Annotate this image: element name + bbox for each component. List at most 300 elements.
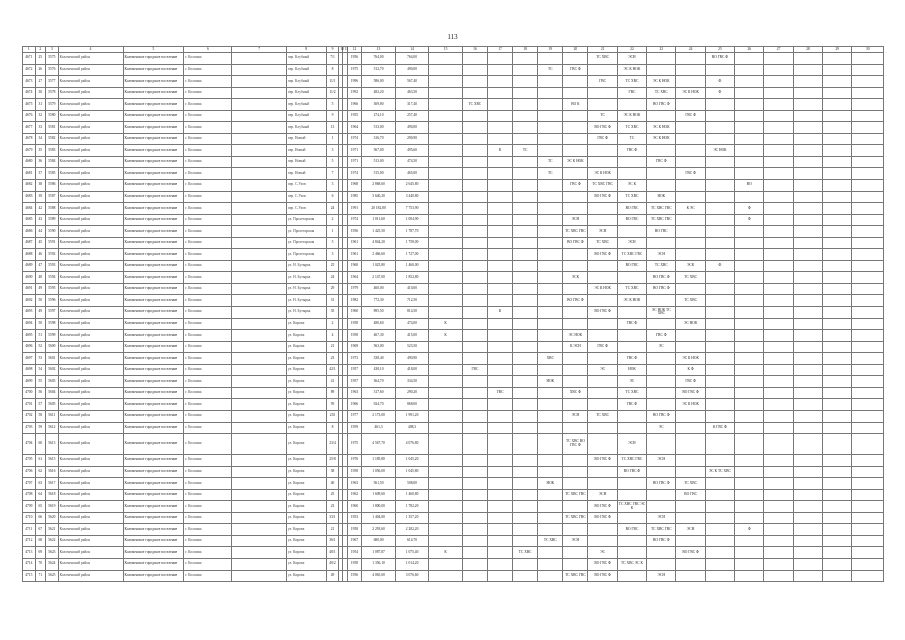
cell-work-type	[513, 295, 538, 307]
cell-work-type	[735, 168, 764, 180]
cell-build-year: 1971	[347, 145, 362, 157]
cell-work-type	[617, 410, 646, 422]
cell-build-year: 1956	[347, 53, 362, 65]
cell-row-number: 4691	[23, 283, 36, 295]
cell-work-type	[793, 203, 822, 215]
cell-work-type: ГВС	[462, 364, 487, 376]
table-row	[23, 455, 884, 467]
cell-town: г. Коломна	[184, 466, 232, 478]
cell-row-local-number: 70	[35, 558, 45, 570]
cell-empty	[232, 318, 286, 330]
cell-build-year: 1959	[347, 422, 362, 434]
cell-work-type	[705, 364, 734, 376]
cell-work-type	[563, 364, 588, 376]
cell-town: г. Коломна	[184, 191, 232, 203]
cell-work-type	[852, 455, 884, 467]
cell-work-type	[617, 478, 646, 490]
cell-work-type	[429, 399, 463, 411]
cell-work-type: ХВС Ф	[563, 387, 588, 399]
cell-work-type	[588, 330, 617, 342]
table-row	[23, 226, 884, 238]
cell-work-type	[705, 156, 734, 168]
cell-work-type	[823, 214, 852, 226]
cell-work-type	[852, 364, 884, 376]
cell-work-type	[487, 133, 512, 145]
cell-total-area: 438,10	[362, 364, 396, 376]
cell-total-area: 1 404,00	[362, 512, 396, 524]
cell-district: Коломенский район	[58, 501, 123, 513]
cell-town: г. Коломна	[184, 524, 232, 536]
cell-work-type	[735, 512, 764, 524]
cell-work-type: ВО ГВС	[617, 214, 646, 226]
cell-work-type	[588, 466, 617, 478]
cell-work-type	[735, 133, 764, 145]
cell-work-type	[538, 524, 563, 536]
cell-work-type	[793, 512, 822, 524]
cell-object-id: 5602	[46, 364, 59, 376]
cell-row-local-number: 38	[35, 180, 45, 192]
cell-work-type	[513, 330, 538, 342]
cell-work-type: ЭС	[588, 547, 617, 559]
cell-work-type	[538, 272, 563, 284]
cell-work-type: ГВС Ф	[617, 145, 646, 157]
cell-work-type: ВО	[735, 180, 764, 192]
cell-house-number: 2	[326, 318, 339, 330]
cell-build-year: 1977	[347, 410, 362, 422]
cell-object-id: 5601	[46, 353, 59, 365]
cell-work-type	[538, 203, 563, 215]
cell-district: Коломенский район	[58, 168, 123, 180]
cell-build-year: 1961	[347, 237, 362, 249]
cell-work-type: ЭС К НОК	[617, 295, 646, 307]
cell-build-year: 1974	[347, 214, 362, 226]
cell-work-type	[852, 156, 884, 168]
cell-work-type: Ф	[735, 524, 764, 536]
cell-work-type	[462, 330, 487, 342]
column-number: 28	[793, 47, 822, 53]
cell-work-type	[429, 501, 463, 513]
cell-empty	[232, 133, 286, 145]
cell-house-number: 3	[326, 249, 339, 261]
cell-total-area: 1 185,80	[362, 455, 396, 467]
cell-build-year: 1991	[347, 203, 362, 215]
cell-empty	[232, 478, 286, 490]
cell-build-year: 1957	[347, 364, 362, 376]
cell-work-type	[764, 535, 793, 547]
cell-work-type	[487, 478, 512, 490]
cell-work-type	[852, 341, 884, 353]
cell-work-type	[487, 341, 512, 353]
cell-object-id: 5577	[46, 76, 59, 88]
cell-living-area: 1 782,20	[395, 501, 429, 513]
cell-work-type	[462, 353, 487, 365]
cell-work-type	[735, 307, 764, 319]
cell-work-type: ТС ХВС ГВС	[647, 214, 676, 226]
cell-living-area: 4 076,80	[395, 434, 429, 455]
cell-district: Коломенский район	[58, 64, 123, 76]
cell-house-number: 23/4	[326, 434, 339, 455]
cell-work-type	[705, 249, 734, 261]
column-number: 1	[23, 47, 36, 53]
cell-settlement: Коломенское городское поселение	[123, 501, 184, 513]
cell-street: пер. Новый	[286, 145, 326, 157]
cell-work-type	[487, 191, 512, 203]
cell-street: ул. Кирова	[286, 535, 326, 547]
cell-work-type	[823, 87, 852, 99]
cell-work-type	[735, 99, 764, 111]
cell-work-type: ТС ХВС	[588, 53, 617, 65]
cell-work-type	[793, 214, 822, 226]
cell-row-local-number: 47	[35, 260, 45, 272]
cell-row-number: 4699	[23, 376, 36, 388]
cell-work-type	[647, 353, 676, 365]
cell-total-area: 20 182,80	[362, 203, 396, 215]
cell-work-type	[429, 524, 463, 536]
cell-living-area: 2 282,20	[395, 524, 429, 536]
cell-district: Коломенский район	[58, 203, 123, 215]
cell-work-type	[823, 145, 852, 157]
cell-town: г. Коломна	[184, 76, 232, 88]
cell-town: г. Коломна	[184, 53, 232, 65]
cell-work-type	[429, 387, 463, 399]
cell-empty	[232, 191, 286, 203]
cell-town: г. Коломна	[184, 558, 232, 570]
cell-work-type	[617, 489, 646, 501]
cell-work-type	[705, 478, 734, 490]
cell-work-type	[563, 353, 588, 365]
column-number: 13	[362, 47, 396, 53]
cell-living-area: 415,00	[395, 330, 429, 342]
cell-living-area: 410,00	[395, 283, 429, 295]
cell-work-type: ГВС Ф	[676, 376, 705, 388]
cell-object-id: 5592	[46, 249, 59, 261]
cell-living-area: 1 758,00	[395, 237, 429, 249]
cell-work-type	[764, 226, 793, 238]
cell-object-id: 5582	[46, 133, 59, 145]
cell-work-type	[617, 226, 646, 238]
cell-house-number: 8	[326, 64, 339, 76]
cell-house-number: 5	[326, 156, 339, 168]
cell-build-year: 1953	[347, 512, 362, 524]
cell-work-type: ТС ХВС ВО ГВС Ф	[563, 434, 588, 455]
cell-work-type	[852, 214, 884, 226]
cell-work-type	[513, 226, 538, 238]
cell-work-type	[852, 353, 884, 365]
cell-work-type	[735, 260, 764, 272]
cell-work-type	[513, 570, 538, 582]
cell-district: Коломенский район	[58, 353, 123, 365]
cell-work-type	[588, 478, 617, 490]
cell-work-type	[764, 376, 793, 388]
cell-work-type	[513, 76, 538, 88]
cell-work-type: ЭСН	[647, 570, 676, 582]
cell-work-type	[676, 283, 705, 295]
cell-town: г. Коломна	[184, 535, 232, 547]
cell-work-type	[563, 547, 588, 559]
cell-work-type: ТС ХВС	[588, 237, 617, 249]
cell-settlement: Коломенское городское поселение	[123, 399, 184, 411]
cell-work-type: К Ф	[676, 364, 705, 376]
cell-row-local-number: 56	[35, 387, 45, 399]
cell-settlement: Коломенское городское поселение	[123, 364, 184, 376]
cell-work-type	[429, 455, 463, 467]
cell-work-type	[588, 64, 617, 76]
column-number: 24	[676, 47, 705, 53]
cell-work-type: ГВС Ф	[588, 133, 617, 145]
cell-living-area: 1 460,00	[395, 260, 429, 272]
cell-row-number: 4687	[23, 237, 36, 249]
cell-settlement: Коломенское городское поселение	[123, 249, 184, 261]
cell-house-number: 1	[326, 226, 339, 238]
cell-street: ул. Пролетарская	[286, 249, 326, 261]
cell-living-area: 868,00	[395, 399, 429, 411]
table-row	[23, 399, 884, 411]
cell-work-type	[563, 76, 588, 88]
table-row	[23, 307, 884, 319]
cell-work-type: ВО ГВС Ф	[588, 455, 617, 467]
cell-district: Коломенский район	[58, 283, 123, 295]
cell-district: Коломенский район	[58, 110, 123, 122]
cell-work-type	[852, 489, 884, 501]
cell-total-area: 567,00	[362, 145, 396, 157]
cell-row-local-number: 42	[35, 203, 45, 215]
cell-settlement: Коломенское городское поселение	[123, 76, 184, 88]
cell-work-type	[793, 295, 822, 307]
cell-work-type	[764, 168, 793, 180]
table-row	[23, 237, 884, 249]
cell-work-type	[852, 376, 884, 388]
cell-town: г. Коломна	[184, 122, 232, 134]
cell-district: Коломенский район	[58, 434, 123, 455]
cell-work-type	[823, 283, 852, 295]
cell-district: Коломенский район	[58, 535, 123, 547]
cell-row-local-number: 51	[35, 330, 45, 342]
cell-work-type	[538, 237, 563, 249]
cell-town: г. Коломна	[184, 64, 232, 76]
cell-work-type	[429, 87, 463, 99]
cell-district: Коломенский район	[58, 180, 123, 192]
cell-work-type	[735, 376, 764, 388]
cell-work-type	[563, 260, 588, 272]
cell-total-area: 3 640,20	[362, 191, 396, 203]
cell-empty	[232, 53, 286, 65]
cell-work-type	[538, 570, 563, 582]
cell-work-type	[588, 156, 617, 168]
cell-street: ул. Кирова	[286, 376, 326, 388]
cell-living-area: 490,90	[395, 353, 429, 365]
cell-living-area: 1 852,80	[395, 272, 429, 284]
cell-work-type	[462, 168, 487, 180]
cell-work-type	[676, 76, 705, 88]
cell-work-type: ВО ГВС	[647, 226, 676, 238]
cell-living-area: 1 045,80	[395, 466, 429, 478]
cell-district: Коломенский район	[58, 295, 123, 307]
column-number: 30	[852, 47, 884, 53]
cell-work-type	[487, 512, 512, 524]
cell-work-type: ТС ХВС	[617, 76, 646, 88]
cell-work-type: ГВС Ф	[676, 168, 705, 180]
cell-settlement: Коломенское городское поселение	[123, 489, 184, 501]
cell-work-type	[676, 535, 705, 547]
cell-total-area: 513,00	[362, 122, 396, 134]
cell-work-type	[852, 410, 884, 422]
cell-work-type	[676, 53, 705, 65]
cell-work-type	[676, 156, 705, 168]
cell-work-type	[487, 547, 512, 559]
cell-work-type: ТС	[588, 110, 617, 122]
cell-district: Коломенский район	[58, 191, 123, 203]
cell-work-type	[647, 168, 676, 180]
cell-work-type	[793, 387, 822, 399]
cell-row-local-number: 62	[35, 466, 45, 478]
cell-work-type	[462, 570, 487, 582]
cell-build-year: 1955	[347, 110, 362, 122]
cell-empty	[232, 237, 286, 249]
cell-street: ул. Кирова	[286, 512, 326, 524]
cell-district: Коломенский район	[58, 422, 123, 434]
cell-work-type	[588, 99, 617, 111]
cell-work-type	[852, 307, 884, 319]
cell-work-type	[676, 99, 705, 111]
cell-work-type	[487, 237, 512, 249]
cell-build-year: 1964	[347, 122, 362, 134]
cell-work-type: ВО ГВС Ф	[588, 307, 617, 319]
cell-work-type	[823, 399, 852, 411]
cell-town: г. Коломна	[184, 547, 232, 559]
table-row	[23, 180, 884, 192]
cell-work-type	[735, 489, 764, 501]
cell-work-type	[823, 110, 852, 122]
cell-work-type	[462, 133, 487, 145]
cell-street: пер. Новый	[286, 168, 326, 180]
cell-work-type	[793, 455, 822, 467]
cell-district: Коломенский район	[58, 76, 123, 88]
cell-work-type	[793, 64, 822, 76]
cell-object-id: 5584	[46, 156, 59, 168]
cell-work-type	[429, 410, 463, 422]
cell-row-local-number: 49	[35, 307, 45, 319]
cell-work-type	[676, 237, 705, 249]
cell-work-type	[764, 191, 793, 203]
cell-work-type	[538, 318, 563, 330]
cell-build-year: 1966	[347, 99, 362, 111]
cell-district: Коломенский район	[58, 387, 123, 399]
cell-work-type	[462, 122, 487, 134]
cell-work-type: ЭСН	[676, 524, 705, 536]
cell-work-type: ТС ХВС	[462, 99, 487, 111]
cell-work-type	[735, 478, 764, 490]
cell-work-type	[429, 489, 463, 501]
cell-row-local-number: 44	[35, 226, 45, 238]
cell-settlement: Коломенское городское поселение	[123, 387, 184, 399]
cell-build-year: 1958	[347, 318, 362, 330]
cell-row-local-number: 43	[35, 214, 45, 226]
cell-work-type	[823, 122, 852, 134]
cell-work-type	[487, 558, 512, 570]
cell-work-type: ВО К	[563, 99, 588, 111]
cell-house-number: 11/1	[326, 76, 339, 88]
cell-work-type: Ф	[705, 260, 734, 272]
cell-district: Коломенский район	[58, 318, 123, 330]
cell-work-type	[462, 535, 487, 547]
cell-district: Коломенский район	[58, 478, 123, 490]
cell-work-type	[823, 353, 852, 365]
cell-work-type	[538, 53, 563, 65]
cell-total-area: 369,80	[362, 99, 396, 111]
cell-district: Коломенский район	[58, 376, 123, 388]
cell-work-type	[462, 501, 487, 513]
cell-work-type	[563, 501, 588, 513]
cell-house-number: 6	[326, 191, 339, 203]
cell-empty	[232, 156, 286, 168]
table-row	[23, 330, 884, 342]
cell-work-type: ВО ГВС Ф	[563, 295, 588, 307]
cell-object-id: 5611	[46, 410, 59, 422]
cell-work-type	[513, 260, 538, 272]
cell-work-type	[705, 180, 734, 192]
cell-work-type	[735, 272, 764, 284]
cell-work-type	[647, 180, 676, 192]
cell-work-type	[513, 558, 538, 570]
cell-work-type	[462, 399, 487, 411]
cell-work-type: ТС ХВС	[617, 122, 646, 134]
cell-work-type	[429, 110, 463, 122]
column-number: 11	[344, 46, 348, 51]
cell-work-type: ГВС Ф	[676, 110, 705, 122]
cell-town: г. Коломна	[184, 570, 232, 582]
cell-work-type	[793, 376, 822, 388]
cell-work-type	[563, 145, 588, 157]
cell-work-type	[823, 99, 852, 111]
cell-town: г. Коломна	[184, 341, 232, 353]
cell-row-number: 4679	[23, 145, 36, 157]
column-number: 10	[340, 46, 344, 51]
cell-work-type	[764, 466, 793, 478]
cell-row-number: 4671	[23, 53, 36, 65]
cell-work-type	[487, 156, 512, 168]
cell-work-type	[676, 133, 705, 145]
cell-work-type	[462, 524, 487, 536]
cell-work-type	[764, 558, 793, 570]
cell-work-type: ГВС	[487, 387, 512, 399]
cell-work-type	[487, 399, 512, 411]
cell-house-number: 42/1	[326, 364, 339, 376]
cell-work-type	[793, 364, 822, 376]
cell-work-type	[487, 249, 512, 261]
cell-settlement: Коломенское городское поселение	[123, 53, 184, 65]
cell-settlement: Коломенское городское поселение	[123, 341, 184, 353]
cell-house-number: 40/2	[326, 558, 339, 570]
cell-work-type: НОК	[647, 191, 676, 203]
cell-row-number: 4712	[23, 535, 36, 547]
cell-work-type	[676, 558, 705, 570]
cell-house-number: 9	[326, 110, 339, 122]
cell-work-type	[764, 330, 793, 342]
cell-work-type	[823, 364, 852, 376]
table-row	[23, 168, 884, 180]
cell-empty	[232, 376, 286, 388]
cell-work-type: Ф	[735, 214, 764, 226]
cell-town: г. Коломна	[184, 295, 232, 307]
cell-total-area: 2 868,60	[362, 180, 396, 192]
cell-work-type	[852, 237, 884, 249]
cell-total-area: 4 844,20	[362, 237, 396, 249]
cell-work-type	[764, 156, 793, 168]
cell-work-type	[735, 156, 764, 168]
cell-work-type	[764, 547, 793, 559]
cell-work-type	[487, 524, 512, 536]
cell-work-type	[676, 180, 705, 192]
